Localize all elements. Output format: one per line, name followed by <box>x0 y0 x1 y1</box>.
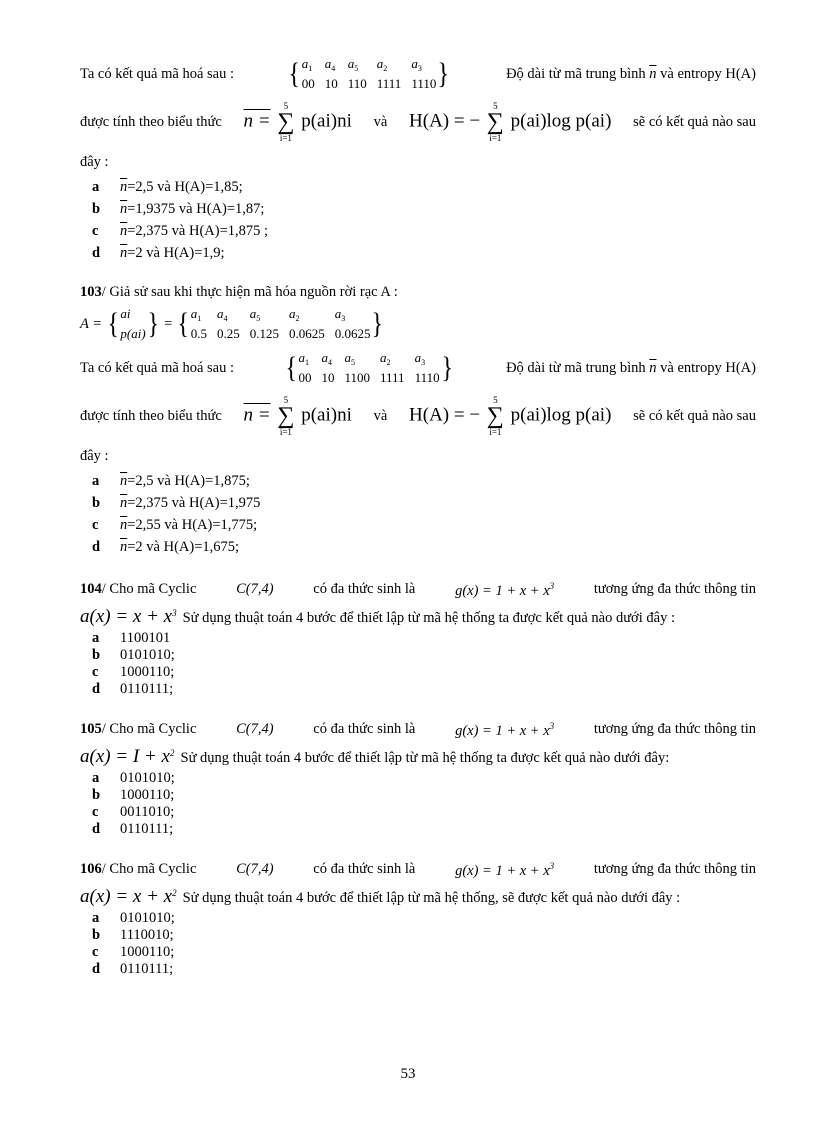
q106-option-letter: b <box>92 927 101 943</box>
q103-code-bottom-3: 1111 <box>380 370 405 385</box>
q103-head-matrix <box>120 304 145 344</box>
q103-code-top-1: $a_4$ <box>321 350 332 367</box>
q102-code-bottom-3: 1111 <box>376 76 402 91</box>
q106-options <box>80 910 756 978</box>
q102-option-letter: d <box>92 245 101 261</box>
q104-gx: $g(x) = 1 + x + x^3$ <box>455 581 555 599</box>
q105-number: 105 <box>80 720 102 737</box>
q103-option-d <box>80 536 756 558</box>
page-content <box>80 52 756 978</box>
q105-block <box>80 716 756 838</box>
q104-option-letter: c <box>92 664 99 680</box>
q105-line1 <box>80 716 756 741</box>
q102-and: và <box>373 114 388 130</box>
q103-prob-top-4: $a_3$ <box>334 306 346 323</box>
n-bar-symbol: $\overline{n}$ <box>120 179 128 195</box>
q106-option-text: 0110111; <box>120 961 174 977</box>
q105-option-b <box>80 787 756 804</box>
q102-code-bottom-4: 1110 <box>411 76 437 91</box>
n-bar-symbol: $\overline{n}$ <box>120 223 128 239</box>
q103-intro-text: / Giả sử sau khi thực hiện mã hóa nguồn rời rạc A : <box>101 284 398 300</box>
q106-gen-label: có đa thức sinh là <box>313 860 416 877</box>
q102-formula-intro: được tính theo biểu thức <box>80 114 222 130</box>
q104-option-letter: a <box>92 630 100 646</box>
q103-formula-line <box>80 390 756 442</box>
q106-line1 <box>80 856 756 881</box>
q105-option-c <box>80 804 756 821</box>
n-bar-symbol: $\overline{n}$ <box>120 495 128 511</box>
q103-option-text: =2,5 và H(A)=1,875; <box>127 473 250 489</box>
q106-option-text: 1110010; <box>120 927 174 943</box>
q102-option-b <box>80 198 756 220</box>
q103-prob-bottom-3: 0.0625 <box>288 326 325 341</box>
q103-formula-intro: được tính theo biểu thức <box>80 408 222 424</box>
q105-option-a <box>80 770 756 787</box>
q105-line2 <box>80 743 756 768</box>
q105-option-letter: a <box>92 770 100 786</box>
q103-code-matrix <box>298 348 439 388</box>
q103-source: A = { ai p(ai) } = { $a_1$ 0.5 $a_4$ 0.25 $a_5$ 0.125 $a_2$ 0.0625 $a_3$ 0.0625 } <box>80 302 756 346</box>
q102-code-intro: Ta có kết quả mã hoá sau : <box>80 66 234 82</box>
q103-option-text: =2,55 và H(A)=1,775; <box>127 517 258 533</box>
q104-block <box>80 576 756 698</box>
q106-option-letter: c <box>92 944 99 960</box>
q103-prob-bottom-2: 0.125 <box>249 326 279 341</box>
q102-code-bottom-2: 110 <box>347 76 367 91</box>
q103-prob-top-2: $a_5$ <box>249 306 261 323</box>
q104-number: 104 <box>80 580 102 597</box>
q102-code-table: { $a_1$ 00 $a_4$ 10 $a_5$ 110 $a_2$ 1111 $a_3$ 1110 } <box>287 54 450 94</box>
q103-prob-bottom-1: 0.25 <box>216 326 240 341</box>
q105-option-d <box>80 821 756 838</box>
q102-code-line <box>80 52 756 96</box>
q105-gen-label: có đa thức sinh là <box>313 720 416 737</box>
q102-option-a <box>80 176 756 198</box>
q102-code-top-1: $a_4$ <box>324 56 336 73</box>
q103-code-intro: Ta có kết quả mã hoá sau : <box>80 360 234 376</box>
n-bar-symbol: $\overline{n}$ <box>649 360 657 376</box>
page-number: 53 <box>400 1066 416 1082</box>
q103-options <box>80 470 756 558</box>
q106-info-label: tương ứng đa thức thông tin <box>593 860 756 877</box>
q102-code-top-2: $a_5$ <box>347 56 359 73</box>
q104-option-text: 1100101 <box>120 630 171 646</box>
q103-option-letter: a <box>92 473 100 489</box>
q103-head-ai: ai <box>120 306 131 321</box>
q102-option-c <box>80 220 756 242</box>
q102-n-formula: n = 5 ∑ i=1 p(ai)ni <box>243 101 352 143</box>
q105-option-letter: b <box>92 787 101 803</box>
q102-code-matrix <box>302 54 437 94</box>
q102-option-text: =1,9375 và H(A)=1,87; <box>127 201 265 217</box>
q105-code-name: C(7,4) <box>236 720 274 737</box>
q102-option-text: =2,375 và H(A)=1,875 ; <box>127 223 269 239</box>
q102-avg-len-text: Độ dài từ mã trung bình $\overline{n}$ và entropy H(A) <box>506 66 756 82</box>
q103-avg-len-text: Độ dài từ mã trung bình $\overline{n}$ và entropy H(A) <box>506 360 756 376</box>
n-bar-symbol: $\overline{n}$ <box>120 517 128 533</box>
q105-instruction: Sử dụng thuật toán 4 bước để thiết lập từ mã hệ thống ta được kết quả nào dưới đây: <box>180 750 670 766</box>
q103-code-top-0: $a_1$ <box>298 350 309 367</box>
q106-option-d <box>80 961 756 978</box>
q102-code-top-0: $a_1$ <box>301 56 313 73</box>
q103-code-bottom-1: 10 <box>321 370 335 385</box>
q104-option-c <box>80 664 756 681</box>
q103-option-c <box>80 514 756 536</box>
q106-option-text: 1000110; <box>120 944 175 960</box>
q103-option-text: =2,375 và H(A)=1,975 <box>127 495 261 511</box>
q103-code-line <box>80 346 756 390</box>
q102-option-letter: a <box>92 179 100 195</box>
q104-option-text: 1000110; <box>120 664 175 680</box>
q103-prob-top-0: $a_1$ <box>190 306 202 323</box>
q104-option-d <box>80 681 756 698</box>
q103-prob-top-1: $a_4$ <box>216 306 228 323</box>
q106-code-name: C(7,4) <box>236 860 274 877</box>
q103-prob-bottom-4: 0.0625 <box>334 326 371 341</box>
n-bar-symbol: $\overline{n}$ <box>120 201 128 217</box>
q102-code-top-4: $a_3$ <box>411 56 422 73</box>
q106-ax: $a(x) = x + x^2$ <box>80 886 177 907</box>
q105-gx: $g(x) = 1 + x + x^3$ <box>455 721 555 739</box>
q106-lead: / Cho mã Cyclic <box>101 860 197 877</box>
q103-option-text: =2 và H(A)=1,675; <box>127 539 240 555</box>
q102-formula-line <box>80 96 756 148</box>
q103-number: 103 <box>80 284 102 300</box>
q103-h-formula: H(A) = − 5 ∑ i=1 p(ai)log p(ai) <box>409 395 612 437</box>
q103-prob-top-3: $a_2$ <box>288 306 300 323</box>
q103-code-bottom-4: 1110 <box>414 370 440 385</box>
q103-option-letter: c <box>92 517 99 533</box>
q103-formula-tail: sẽ có kết quả nào sau <box>633 408 756 424</box>
q102-tail2: đây : <box>80 154 109 170</box>
q102-code-bottom-1: 10 <box>324 76 338 91</box>
q105-option-text: 1000110; <box>120 787 175 803</box>
q102-h-formula: H(A) = − 5 ∑ i=1 p(ai)log p(ai) <box>409 101 612 143</box>
q102-option-text: =2 và H(A)=1,9; <box>127 245 225 261</box>
q104-option-b <box>80 647 756 664</box>
q106-line2 <box>80 883 756 908</box>
q104-option-letter: b <box>92 647 101 663</box>
q103-code-top-2: $a_5$ <box>344 350 355 367</box>
q106-option-text: 0101010; <box>120 910 175 926</box>
q103-intro <box>80 282 756 302</box>
q104-options <box>80 630 756 698</box>
q103-code-bottom-0: 00 <box>298 370 312 385</box>
q102-options <box>80 176 756 264</box>
q105-option-text: 0011010; <box>120 804 175 820</box>
q104-option-text: 0110111; <box>120 681 174 697</box>
q105-info-label: tương ứng đa thức thông tin <box>593 720 756 737</box>
q105-options <box>80 770 756 838</box>
q102-code-top-3: $a_2$ <box>376 56 388 73</box>
q103-prob-matrix <box>191 304 371 344</box>
q103-prob-bottom-0: 0.5 <box>190 326 207 341</box>
q104-info-label: tương ứng đa thức thông tin <box>593 580 756 597</box>
q104-line1 <box>80 576 756 601</box>
q103-option-a <box>80 470 756 492</box>
q103-a-label: A = <box>80 316 103 332</box>
q105-option-letter: c <box>92 804 99 820</box>
q106-option-b <box>80 927 756 944</box>
q102-option-text: =2,5 và H(A)=1,85; <box>127 179 243 195</box>
q106-block <box>80 856 756 978</box>
q106-gx: $g(x) = 1 + x + x^3$ <box>455 861 555 879</box>
q103-option-b <box>80 492 756 514</box>
q103-head-pai: p(ai) <box>120 326 146 341</box>
q102-option-d <box>80 242 756 264</box>
q104-option-letter: d <box>92 681 101 697</box>
q104-lead: / Cho mã Cyclic <box>101 580 197 597</box>
q102-option-letter: c <box>92 223 99 239</box>
q103-and: và <box>373 408 388 424</box>
q104-code-name: C(7,4) <box>236 580 274 597</box>
q106-instruction: Sử dụng thuật toán 4 bước để thiết lập từ mã hệ thống, sẽ được kết quả nào dưới đây : <box>182 890 681 906</box>
q103-option-letter: b <box>92 495 101 511</box>
q104-line2 <box>80 603 756 628</box>
q106-option-letter: d <box>92 961 101 977</box>
q102-option-letter: b <box>92 201 101 217</box>
q103-tail2: đây : <box>80 448 109 464</box>
q105-option-text: 0110111; <box>120 821 174 837</box>
q106-option-letter: a <box>92 910 100 926</box>
n-bar-symbol: $\overline{n}$ <box>649 66 657 82</box>
q102-code-bottom-0: 00 <box>301 76 315 91</box>
q105-option-text: 0101010; <box>120 770 175 786</box>
q104-gen-label: có đa thức sinh là <box>313 580 416 597</box>
n-bar-symbol: $\overline{n}$ <box>120 245 128 261</box>
q103-code-bottom-2: 1100 <box>344 370 370 385</box>
q104-option-text: 0101010; <box>120 647 175 663</box>
q103-code-table: { $a_1$ 00 $a_4$ 10 $a_5$ 1100 $a_2$ 1111 $a_3$ 1110 } <box>284 348 454 388</box>
q103-code-top-4: $a_3$ <box>414 350 426 367</box>
q103-code-top-3: $a_2$ <box>380 350 391 367</box>
q105-lead: / Cho mã Cyclic <box>101 720 197 737</box>
q104-ax: $a(x) = x + x^3$ <box>80 606 177 627</box>
q102-formula-tail: sẽ có kết quả nào sau <box>633 114 756 130</box>
q106-option-a <box>80 910 756 927</box>
n-bar-symbol: $\overline{n}$ <box>120 539 128 555</box>
q104-instruction: Sử dụng thuật toán 4 bước để thiết lập từ mã hệ thống ta được kết quả nào dưới đây : <box>182 610 675 626</box>
n-bar-symbol: $\overline{n}$ <box>120 473 128 489</box>
q104-option-a <box>80 630 756 647</box>
q103-n-formula: n = 5 ∑ i=1 p(ai)ni <box>243 395 352 437</box>
q105-ax: $a(x) = I + x^2$ <box>80 746 175 767</box>
q106-number: 106 <box>80 860 102 877</box>
q106-option-c <box>80 944 756 961</box>
q105-option-letter: d <box>92 821 101 837</box>
q103-option-letter: d <box>92 539 101 555</box>
